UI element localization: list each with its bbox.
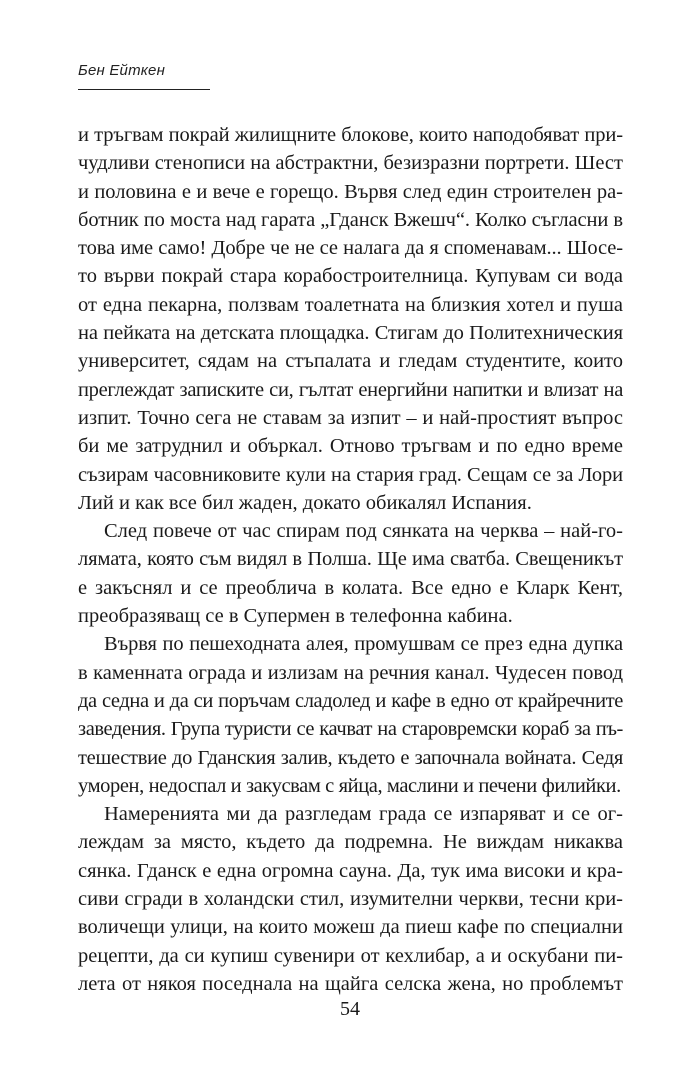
text-line: от една пекарна, ползвам тоалетната на близкия хотел и пуша	[78, 293, 623, 316]
text-line: Лий и как все бил жаден, докато обикалял Испания.	[78, 491, 532, 514]
text-line: съзирам часовниковите кули на стария град. Сещам се за Лори	[78, 463, 623, 486]
text-line: изпит. Точно сега не ставам за изпит – и най-простият въпрос	[78, 406, 623, 429]
text-line: Намеренията ми да разгледам града се изпаряват и се ог-	[104, 803, 623, 826]
text-line: то върви покрай стара корабостроителница. Купувам си вода	[78, 265, 623, 288]
paragraph-1	[78, 121, 623, 517]
text-line: в каменната ограда и излизам на речния канал. Чудесен повод	[78, 661, 623, 684]
text-line: университет, сядам на стъпалата и гледам студентите, които	[78, 350, 623, 373]
text-line: воличещи улици, на които можеш да пиеш кафе по специални	[78, 916, 623, 939]
paragraph-4	[78, 800, 623, 998]
text-line: ботник по моста над гарата „Гданск Вжешч“. Колко съгласни в	[78, 208, 623, 231]
text-line: и половина е и вече е горещо. Вървя след един строителен ра-	[78, 180, 623, 203]
text-line: и тръгвам покрай жилищните блокове, които наподобяват при-	[78, 124, 623, 146]
text-line: лямата, която съм видял в Полша. Ще има сватба. Свещеникът	[78, 548, 623, 571]
header-rule	[78, 89, 210, 90]
text-line: След повече от час спирам под сянката на черква – най-го-	[104, 520, 623, 543]
body-text	[78, 121, 623, 998]
page-number: 54	[340, 998, 360, 1020]
text-line: заведения. Група туристи се качват на старовремски кораб за пъ-	[78, 718, 623, 741]
text-line: е закъснял и се преоблича в колата. Все едно е Кларк Кент,	[78, 576, 623, 599]
text-line: чудливи стенописи на абстрактни, безизразни портрети. Шест	[78, 152, 623, 175]
paragraph-2	[78, 517, 623, 630]
text-line: това име само! Добре че не се налага да я споменавам... Шосе-	[78, 237, 623, 260]
running-header-author: Бен Ейткен	[78, 62, 166, 79]
text-line: би ме затруднил и объркал. Отново тръгвам и по едно време	[78, 435, 623, 458]
paragraph-3	[78, 630, 623, 800]
text-line: лета от някоя поседнала на щайга селска жена, но проблемът	[78, 972, 623, 995]
text-line: сянка. Гданск е една огромна сауна. Да, тук има високи и кра-	[78, 859, 623, 882]
text-line: уморен, недоспал и закусвам с яйца, маслини и печени филийки.	[78, 774, 621, 797]
text-line: рецепти, да си купиш сувенири от кехлибар, а и оскубани пи-	[78, 944, 623, 967]
text-line: сиви сгради в холандски стил, изумителни черкви, тесни кри-	[78, 888, 623, 911]
text-line: преобразяващ се в Супермен в телефонна кабина.	[78, 605, 513, 628]
text-line: на пейката на детската площадка. Стигам до Политехническия	[78, 322, 623, 345]
text-line: преглеждат записките си, гълтат енергийни напитки и влизат на	[78, 378, 623, 401]
text-line: Вървя по пешеходната алея, промушвам се през една дупка	[104, 633, 623, 656]
text-line: да седна и да си поръчам сладолед и кафе в едно от крайречните	[78, 689, 623, 712]
text-line: тешествие до Гданския залив, където е започнала войната. Седя	[78, 746, 623, 769]
text-line: леждам за място, където да подремна. Не виждам никаква	[78, 831, 623, 854]
